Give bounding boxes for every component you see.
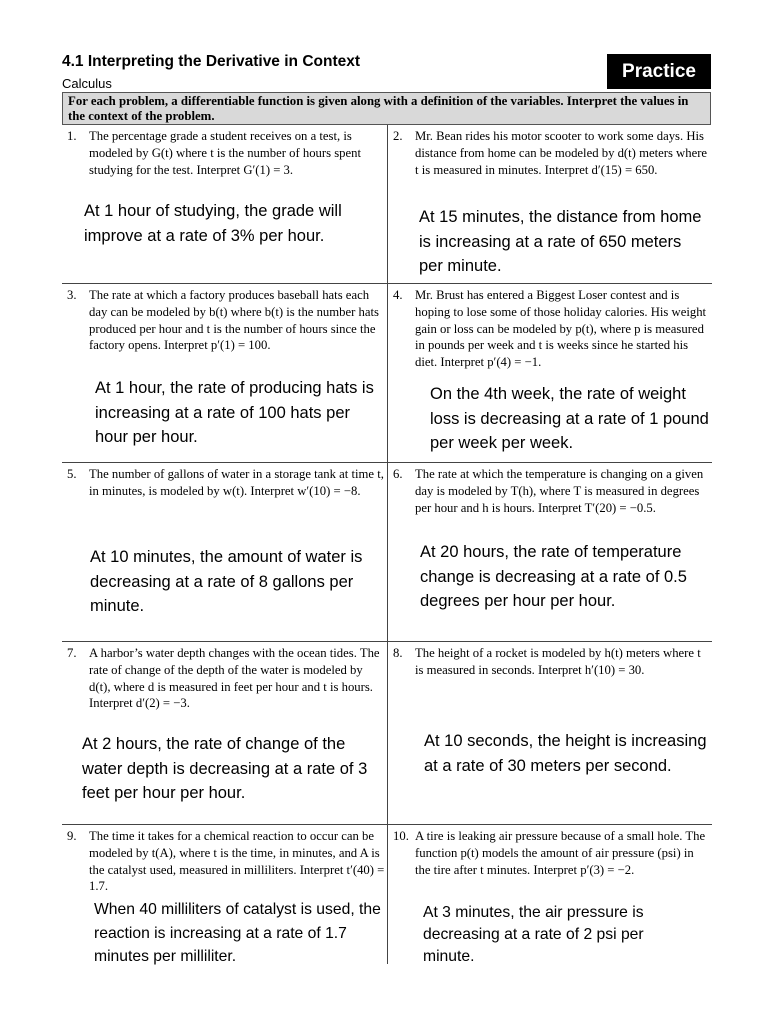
answer-text: At 1 hour of studying, the grade will improve at a rate of 3% per hour. xyxy=(84,202,342,245)
problem-question xyxy=(393,128,709,178)
problem-question xyxy=(393,287,709,371)
problem-question xyxy=(67,466,385,500)
problem-cell-1 xyxy=(62,125,388,283)
question-text: A harbor’s water depth changes with the ocean tides. The rate of change of the depth of the water is modeled by d(t), where d is measured in feet per hour and t is hours. Interpret d′(2) = −3. xyxy=(89,646,380,711)
problem-cell-7 xyxy=(62,642,388,824)
problem-row xyxy=(62,284,712,463)
answer-text: At 15 minutes, the distance from home is increasing at a rate of 650 meters per minute. xyxy=(419,208,702,275)
question-text: Mr. Bean rides his motor scooter to work some days. His distance from home can be modeled by d(t) meters where t is measured in minutes. Interpret d′(15) = 650. xyxy=(415,129,708,177)
problem-number: 5. xyxy=(67,467,77,481)
problem-number: 9. xyxy=(67,829,77,843)
page-subtitle: Calculus xyxy=(62,76,112,91)
problem-number: 8. xyxy=(393,646,403,660)
question-text: Mr. Brust has entered a Biggest Loser contest and is hoping to lose some of those holiday calories. His weight gain or loss can be modeled by p(t), where p is measured in pounds per week and t is weeks since he started his diet. Interpret p′(4) = −1. xyxy=(415,288,707,370)
answer-text: At 10 minutes, the amount of water is decreasing at a rate of 8 gallons per minute. xyxy=(90,548,363,615)
problem-cell-4 xyxy=(388,284,712,462)
question-text: The rate at which a factory produces baseball hats each day can be modeled by b(t) where b(t) is the number hats produced per hour and t is the number of hours since the factory opens. Interpret p′(1) = 100. xyxy=(89,288,379,353)
question-text: A tire is leaking air pressure because of a small hole. The function p(t) models the amount of air pressure (psi) in the tire after t minutes. Interpret p′(3) = −2. xyxy=(415,829,706,877)
problem-number: 4. xyxy=(393,288,403,302)
question-text: The time it takes for a chemical reaction to occur can be modeled by t(A), where t is the time, in minutes, and A is the catalyst used, measured in milliliters. Interpret t′(40) = 1.7. xyxy=(89,829,385,894)
answer-text: At 3 minutes, the air pressure is decreasing at a rate of 2 psi per minute. xyxy=(423,904,644,965)
page-title: 4.1 Interpreting the Derivative in Context xyxy=(62,53,361,70)
problem-number: 2. xyxy=(393,129,403,143)
problem-cell-9 xyxy=(62,825,388,964)
answer-text: At 10 seconds, the height is increasing at a rate of 30 meters per second. xyxy=(424,732,707,775)
problem-row xyxy=(62,125,712,284)
answer-text: At 1 hour, the rate of producing hats is increasing at a rate of 100 hats per hour per hour. xyxy=(95,379,374,446)
practice-badge: Practice xyxy=(607,54,711,89)
answer-text: At 20 hours, the rate of temperature change is decreasing at a rate of 0.5 degrees per hour per hour. xyxy=(420,543,687,610)
problem-row xyxy=(62,825,712,975)
problem-cell-8 xyxy=(388,642,712,824)
question-text: The number of gallons of water in a storage tank at time t, in minutes, is modeled by w(t). Interpret w′(10) = −8. xyxy=(89,467,384,498)
problem-question xyxy=(67,128,385,178)
problem-number: 6. xyxy=(393,467,403,481)
problem-cell-2 xyxy=(388,125,712,283)
problem-question xyxy=(67,828,385,895)
problem-number: 1. xyxy=(67,129,77,143)
problem-number: 3. xyxy=(67,288,77,302)
instructions-box: For each problem, a differentiable function is given along with a definition of the variables. Interpret the values in the context of the problem. xyxy=(62,92,711,125)
problem-cell-6 xyxy=(388,463,712,641)
question-text: The rate at which the temperature is changing on a given day is modeled by T(h), where T is measured in degrees per hour and h is hours. Interpret T′(20) = −0.5. xyxy=(415,467,704,515)
problem-question xyxy=(393,645,709,679)
answer-text: When 40 milliliters of catalyst is used, the reaction is increasing at a rate of 1.7 minutes per milliliter. xyxy=(94,901,381,965)
problem-cell-3 xyxy=(62,284,388,462)
problem-number: 10. xyxy=(393,829,409,843)
problem-row xyxy=(62,642,712,825)
answer-text: At 2 hours, the rate of change of the water depth is decreasing at a rate of 3 feet per hour per hour. xyxy=(82,735,368,802)
problem-question xyxy=(393,828,709,878)
problem-cell-5 xyxy=(62,463,388,641)
problem-question xyxy=(393,466,709,516)
question-text: The height of a rocket is modeled by h(t) meters where t is measured in seconds. Interpret h′(10) = 30. xyxy=(415,646,701,677)
problem-row xyxy=(62,463,712,642)
problem-grid xyxy=(62,125,712,975)
problem-question xyxy=(67,645,385,712)
answer-text: On the 4th week, the rate of weight loss is decreasing at a rate of 1 pound per week per week. xyxy=(430,385,709,452)
question-text: The percentage grade a student receives on a test, is modeled by G(t) where t is the number of hours spent studying for the test. Interpret G′(1) = 3. xyxy=(89,129,362,177)
problem-number: 7. xyxy=(67,646,77,660)
problem-cell-10 xyxy=(388,825,712,975)
problem-question xyxy=(67,287,385,354)
